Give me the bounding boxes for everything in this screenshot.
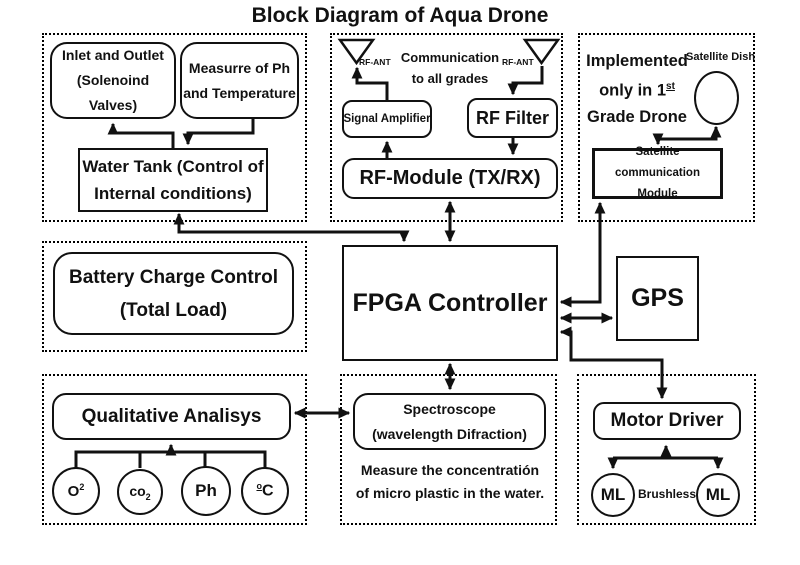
- rf-ant-right-label: RF-ANT: [502, 57, 534, 67]
- motor-right: ML: [696, 473, 740, 517]
- battery-line1: Battery Charge Control: [68, 266, 279, 288]
- satellite-note-line2: only in 1st: [599, 81, 675, 100]
- battery-line2: (Total Load): [119, 299, 228, 321]
- spectroscope-box: [353, 393, 546, 450]
- spectroscope-caption-line2: of micro plastic in the water.: [355, 485, 545, 501]
- inlet-outlet-box: [50, 42, 176, 119]
- sensor-temperature: $^o$C: [241, 467, 289, 515]
- water-tank-line1: Water Tank (Control of: [82, 157, 264, 176]
- water-tank-line2: Internal conditions): [94, 184, 252, 203]
- connector-tank-to-inlet: [113, 124, 173, 148]
- communication-note-line1: Communication: [400, 50, 500, 65]
- satellite-note-line1: Implemented: [586, 52, 688, 70]
- connector-antenna-to-filter: [513, 66, 542, 94]
- connector-tank-fpga: [179, 214, 404, 241]
- brushless-label: Brushless: [637, 487, 697, 501]
- battery-box: [53, 252, 294, 335]
- spectroscope-caption-line1: Measure the concentratión: [360, 462, 540, 478]
- ph-temperature-box: [180, 42, 299, 119]
- connector-fpga-satmodule: [561, 203, 600, 302]
- satellite-dish-icon: [694, 71, 739, 125]
- spectroscope-line2: (wavelength Difraction): [372, 425, 527, 442]
- rf-ant-left-label: RF-ANT: [359, 57, 391, 67]
- satellite-module-line1: Satellite communication: [615, 146, 700, 179]
- satellite-note: [583, 48, 691, 130]
- gps-box: GPS: [616, 256, 699, 341]
- motor-driver-box: Motor Driver: [593, 402, 741, 440]
- motor-left: ML: [591, 473, 635, 517]
- sensor-bus: [76, 452, 265, 468]
- signal-amplifier-box: Signal Amplifier: [342, 100, 432, 138]
- water-tank-box: [78, 148, 268, 212]
- fpga-controller-box: FPGA Controller: [342, 245, 558, 361]
- satellite-dish-label: Satellite Dish: [686, 51, 756, 63]
- connector-fpga-motordriver: [561, 332, 662, 398]
- sensor-ph: Ph: [181, 466, 231, 516]
- spectroscope-caption: [352, 459, 548, 505]
- rf-filter-box: RF Filter: [467, 98, 558, 138]
- ph-temperature-line1: Measurre of Ph: [188, 59, 291, 76]
- spectroscope-line1: Spectroscope: [403, 400, 496, 417]
- ph-temperature-line2: and Temperature: [183, 84, 296, 101]
- rf-module-box: RF-Module (TX/RX): [342, 158, 558, 199]
- sensor-o2: $O^2$: [52, 467, 100, 515]
- satellite-note-line3: Grade Drone: [587, 107, 687, 126]
- communication-note-line2: to all grades: [411, 71, 489, 86]
- inlet-outlet-line2: (Solenoind Valves): [76, 72, 150, 113]
- inlet-outlet-line1: Inlet and Outlet: [62, 47, 164, 63]
- connector-measure-to-tank: [188, 118, 253, 144]
- diagram-title: Block Diagram of Aqua Drone: [251, 4, 549, 27]
- connector-amplifier-to-antenna: [357, 68, 387, 100]
- satellite-module-box: [592, 148, 723, 199]
- qualitative-analysis-box: Qualitative Analisys: [52, 393, 291, 440]
- sensor-co2: $co_2$: [117, 469, 163, 515]
- communication-note: [392, 47, 508, 89]
- satellite-module-line2: Module: [637, 188, 678, 200]
